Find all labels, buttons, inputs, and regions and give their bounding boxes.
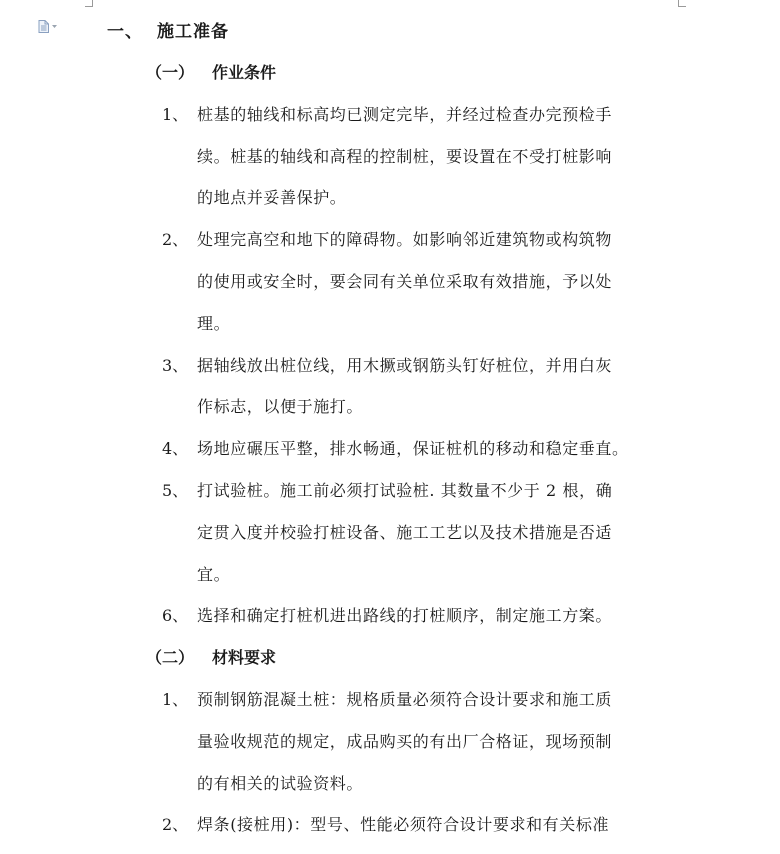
list-item <box>162 227 672 352</box>
subsection-heading <box>146 60 276 83</box>
subsection-heading <box>146 645 276 668</box>
list-item-text-line: 据轴线放出桩位线，用木撅或钢筋头钉好桩位，并用白灰 <box>197 355 613 375</box>
list-item-text-line: 的使用或安全时，要会同有关单位采取有效措施，予以处 <box>197 271 613 291</box>
subsection-number: （一） <box>146 63 195 82</box>
list-item-number: 2、 <box>162 815 189 835</box>
list-item-number: 2、 <box>162 230 189 250</box>
section-title: 施工准备 <box>157 22 229 42</box>
list-item-text-line: 焊条(接桩用)：型号、性能必须符合设计要求和有关标准 <box>197 815 610 835</box>
list-item-text-line: 宜。 <box>197 564 231 584</box>
list-item-text-line: 处理完高空和地下的障碍物。如影响邻近建筑物或构筑物 <box>197 230 613 250</box>
document-page-icon <box>38 20 49 33</box>
list-item-number: 3、 <box>162 355 189 375</box>
subsection-title: 材料要求 <box>212 648 277 668</box>
list-item-text-line: 理。 <box>197 313 231 333</box>
list-item-text-line: 选择和确定打桩机进出路线的打桩顺序，制定施工方案。 <box>197 606 613 626</box>
list-item <box>162 812 672 854</box>
paragraph-handle[interactable] <box>38 20 57 33</box>
list-item-text-line: 预制钢筋混凝土桩：规格质量必须符合设计要求和施工质 <box>197 690 613 709</box>
list-item-number: 1、 <box>162 690 189 709</box>
section-number: 一、 <box>107 22 143 42</box>
triangle-down-icon <box>52 25 57 29</box>
list-item-number: 4、 <box>162 439 189 459</box>
list-item <box>162 478 672 603</box>
list-item-text-line: 场地应碾压平整，排水畅通，保证桩机的移动和稳定垂直。 <box>197 439 629 459</box>
list-item-text-line: 的有相关的试验资料。 <box>197 773 364 793</box>
section-heading <box>107 17 229 42</box>
list-item-text-line: 桩基的轴线和标高均已测定完毕，并经过检查办完预检手 <box>197 104 613 124</box>
margin-corner-mark-left-h <box>85 6 93 7</box>
list-item-text-line: 定贯入度并校验打桩设备、施工工艺以及技术措施是否适 <box>197 522 613 542</box>
list-item <box>162 102 672 227</box>
list-item-number: 5、 <box>162 481 189 500</box>
list-item <box>162 687 672 812</box>
list-item <box>162 603 672 645</box>
subsection-title: 作业条件 <box>212 63 277 82</box>
list-item-text-line: 打试验桩。施工前必须打试验桩. 其数量不少于 2 根，确 <box>197 481 613 500</box>
list-item <box>162 436 672 478</box>
list-item-number: 1、 <box>162 104 189 124</box>
margin-corner-mark-right-h <box>678 6 686 7</box>
list-item-number: 6、 <box>162 606 189 626</box>
list-item-text-line: 量验收规范的规定，成品购买的有出厂合格证，现场预制 <box>197 731 613 751</box>
list-item-text-line: 续。桩基的轴线和高程的控制桩，要设置在不受打桩影响 <box>197 146 613 166</box>
list-item-text-line: 的地点并妥善保护。 <box>197 188 347 208</box>
list-item <box>162 353 672 437</box>
subsection-number: （二） <box>146 648 195 668</box>
list-item-text-line: 作标志，以便于施打。 <box>197 397 364 417</box>
